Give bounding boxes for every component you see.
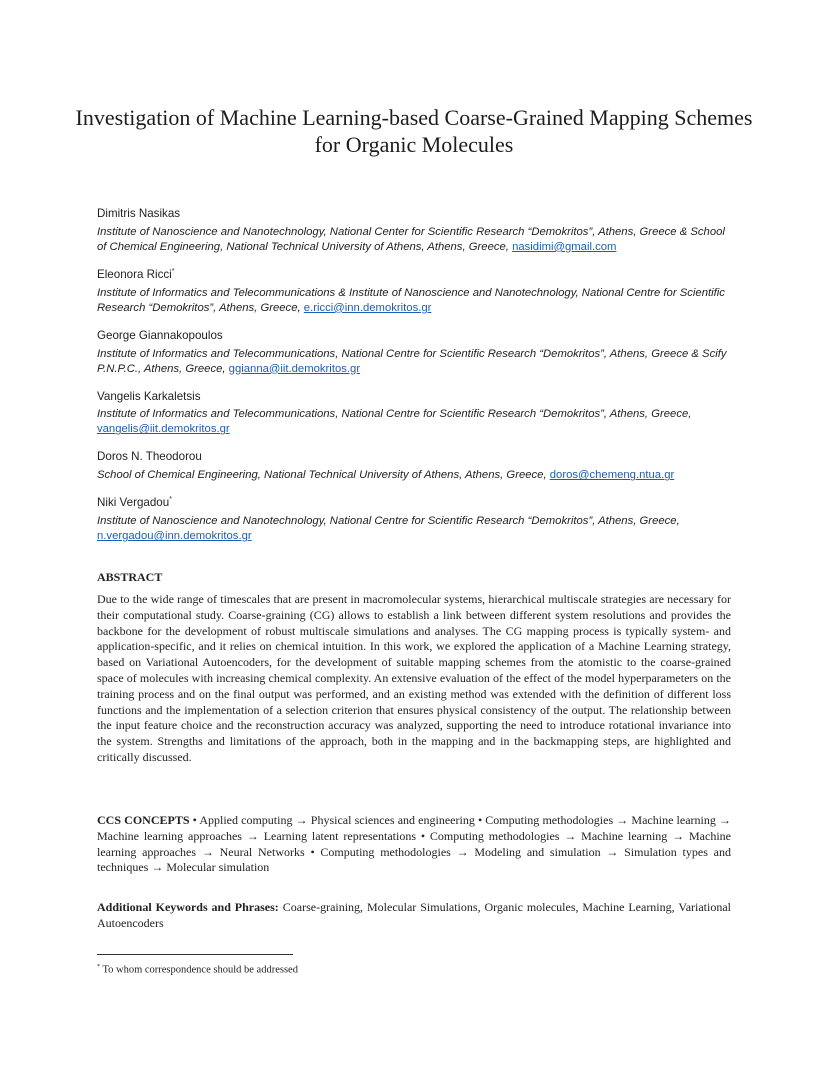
paper-title: Investigation of Machine Learning-based Coarse-Grained Mapping Schemes for Organic Molecules — [75, 105, 753, 157]
author-affiliation — [97, 347, 733, 377]
author-name — [97, 325, 733, 343]
author-affiliation — [97, 286, 733, 316]
keywords-text: Coarse-graining, Molecular Simulations, Organic molecules, Machine Learning, Variational Autoencoders — [97, 900, 732, 930]
abstract-text: Due to the wide range of timescales that are present in macromolecular systems, hierarchical multiscale strategies are necessary for their computational study. Coarse-graining (CG) allows to establish a link between different system resolutions and provides the backbone for the development of robust multiscale simulations and analyses. The CG mapping process is typically system- and application-specific, and it relies on chemical intuition. In this work, we explored the application of a Machine Learning strategy, based on Variational Autoencoders, for the development of suitable mapping schemes from the atomistic to the coarse-grained space of molecules with increasing chemical complexity. An extensive evaluation of the effect of the model hyperparameters on the training process and on the final output was performed, and an existing method was extended with the definition of different loss functions and the implementation of a selection criterion that ensures physical consistency of the output. The relationship between the input feature choice and the reconstruction accuracy was analyzed, supporting the need to introduce rotational invariance into the system. Strengths and limitations of the approach, both in the mapping and in the backmapping steps, are highlighted and critically discussed. — [97, 592, 731, 764]
footnote-mark: * — [97, 964, 100, 970]
author-block — [97, 446, 733, 483]
author-block — [97, 492, 733, 544]
affiliation-text: School of Chemical Engineering, National Technical University of Athens, Athens, Greece, — [97, 469, 547, 482]
author-affiliation — [97, 407, 733, 437]
footnote-text: To whom correspondence should be addressed — [102, 964, 298, 976]
author-affiliation — [97, 225, 733, 255]
author-mark: * — [169, 496, 172, 504]
keywords-heading: Additional Keywords and Phrases: — [97, 900, 279, 914]
ccs-heading: CCS CONCEPTS — [97, 813, 190, 827]
author-list — [97, 203, 733, 553]
author-name-text: Eleonora Ricci — [97, 267, 172, 281]
author-name — [97, 203, 733, 221]
affiliation-text: Institute of Nanoscience and Nanotechnology, National Centre for Scientific Research “Demokritos”, Athens, Greece, — [97, 515, 680, 528]
author-name — [97, 386, 733, 404]
author-name — [97, 492, 733, 510]
affiliation-text: Institute of Informatics and Telecommunications & Institute of Nanoscience and Nanotechnology, National Centre for Scientific Research “Demokritos”, Athens, Greece, — [97, 286, 725, 314]
author-email-link[interactable]: n.vergadou@inn.demokritos.gr — [97, 530, 252, 543]
affiliation-text: Institute of Informatics and Telecommunications, National Centre for Scientific Research “Demokritos”, Athens, Greece, — [97, 408, 692, 421]
author-email-link[interactable]: vangelis@iit.demokritos.gr — [97, 423, 230, 436]
footnote — [97, 960, 298, 978]
author-email-link[interactable]: doros@chemeng.ntua.gr — [549, 469, 675, 482]
author-affiliation — [97, 468, 733, 483]
author-block — [97, 386, 733, 438]
author-email-link[interactable]: ggianna@iit.demokritos.gr — [228, 362, 361, 375]
author-name — [97, 264, 733, 282]
author-block — [97, 264, 733, 316]
keywords — [97, 900, 731, 932]
abstract-heading: ABSTRACT — [97, 570, 163, 584]
author-name-text: Doros N. Theodorou — [97, 450, 202, 464]
author-email-link[interactable]: e.ricci@inn.demokritos.gr — [303, 301, 432, 314]
author-block — [97, 203, 733, 255]
author-name-text: Vangelis Karkaletsis — [97, 389, 201, 403]
author-block — [97, 325, 733, 377]
author-name-text: Dimitris Nasikas — [97, 206, 181, 220]
ccs-text: • Applied computing → Physical sciences and engineering • Computing methodologies → Machine learning → Machine learning approaches → Learning latent representations • Computing methodologies → Machine learning → Machine learning approaches → Neural Networks • Computing methodologies → Modeling and simulation → Simulation types and techniques → Molecular simulation — [97, 813, 731, 875]
affiliation-text: Institute of Nanoscience and Nanotechnology, National Center for Scientific Research “Demokritos”, Athens, Greece & School of Chemical Engineering, National Technical University of Athens, Athens, Greece, — [97, 225, 725, 253]
footnote-divider — [97, 954, 293, 955]
author-mark: * — [171, 267, 175, 275]
author-email-link[interactable]: nasidimi@gmail.com — [512, 240, 617, 253]
author-affiliation — [97, 514, 733, 544]
affiliation-text: Institute of Informatics and Telecommunications, National Centre for Scientific Research “Demokritos”, Athens, Greece & Scify P.N.P.C., Athens, Greece, — [97, 347, 727, 375]
ccs-concepts — [97, 813, 731, 876]
author-name-text: Niki Vergadou — [97, 496, 170, 510]
author-name — [97, 446, 733, 464]
author-name-text: George Giannakopoulos — [97, 328, 223, 342]
